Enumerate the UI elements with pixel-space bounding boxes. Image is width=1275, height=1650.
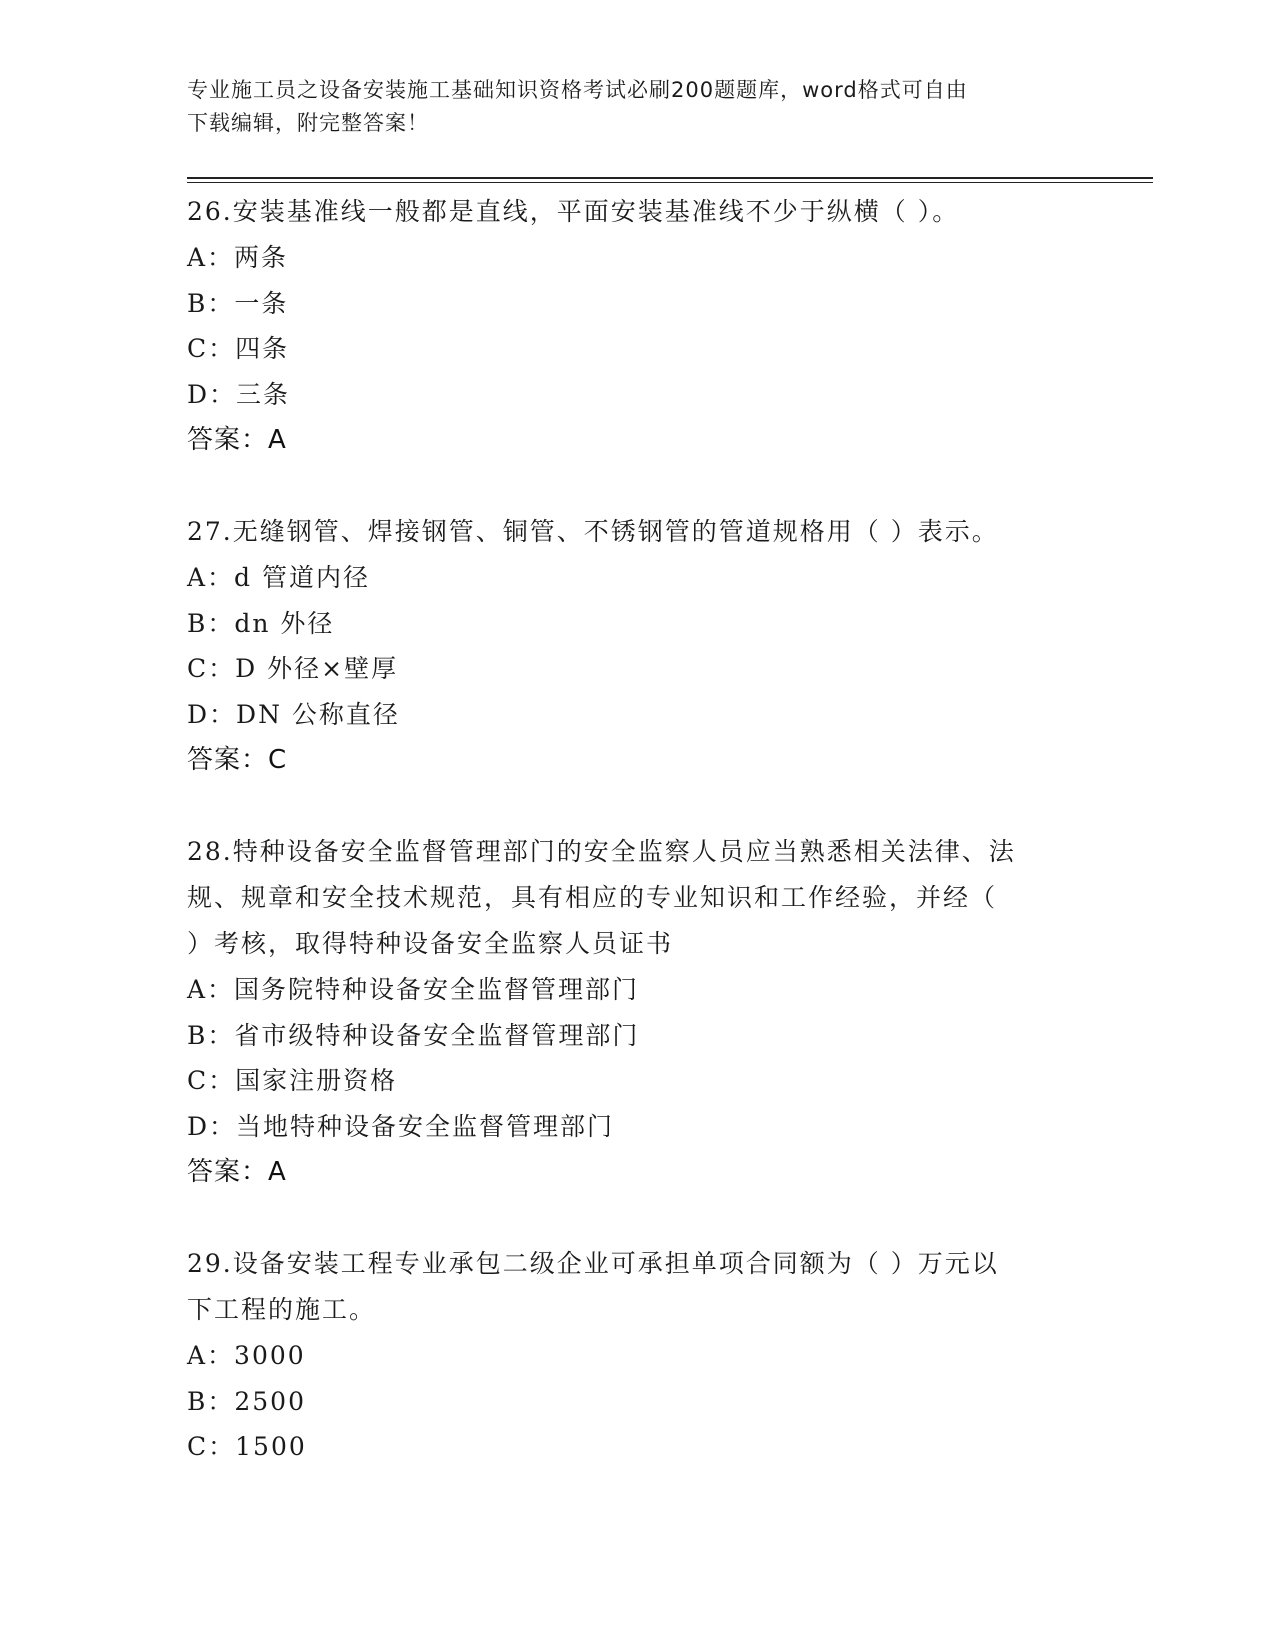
question-stem-line-2: 规、规章和安全技术规范，具有相应的专业知识和工作经验，并经（ bbox=[187, 883, 998, 912]
question-26 bbox=[187, 189, 1087, 463]
option-c: C：1500 bbox=[187, 1432, 307, 1461]
option-c: C：国家注册资格 bbox=[187, 1066, 398, 1095]
option-a: A：国务院特种设备安全监督管理部门 bbox=[187, 975, 640, 1004]
option-a: A：3000 bbox=[187, 1341, 306, 1370]
question-stem-line-1: 29.设备安装工程专业承包二级企业可承担单项合同额为（ ）万元以 bbox=[187, 1249, 999, 1278]
option-d: D：三条 bbox=[187, 379, 291, 409]
option-d: D：DN 公称直径 bbox=[187, 699, 400, 729]
document-header bbox=[187, 74, 1067, 140]
question-27 bbox=[187, 509, 1087, 783]
header-divider-thin bbox=[187, 182, 1153, 183]
option-d: D：当地特种设备安全监督管理部门 bbox=[187, 1111, 615, 1141]
answer-label: 答案：C bbox=[187, 745, 288, 775]
option-a: A：两条 bbox=[187, 243, 289, 272]
option-b: B：dn 外径 bbox=[187, 608, 335, 638]
option-b: B：省市级特种设备安全监督管理部门 bbox=[187, 1020, 640, 1050]
question-28 bbox=[187, 829, 1087, 1195]
question-stem: 27.无缝钢管、焊接钢管、铜管、不锈钢管的管道规格用（ ）表示。 bbox=[187, 517, 999, 546]
option-b: B：2500 bbox=[187, 1386, 306, 1416]
question-list bbox=[187, 189, 1087, 1516]
header-line-2: 下载编辑，附完整答案！ bbox=[187, 111, 429, 135]
question-stem-line-1: 28.特种设备安全监督管理部门的安全监察人员应当熟悉相关法律、法 bbox=[187, 837, 1016, 866]
option-b: B：一条 bbox=[187, 288, 289, 318]
header-divider-thick bbox=[187, 177, 1153, 179]
answer-label: 答案：A bbox=[187, 1157, 287, 1187]
option-c: C：四条 bbox=[187, 334, 290, 363]
header-line-1: 专业施工员之设备安装施工基础知识资格考试必刷200题题库，word格式可自由 bbox=[187, 78, 968, 102]
question-stem: 26.安装基准线一般都是直线，平面安装基准线不少于纵横（ ）。 bbox=[187, 197, 960, 226]
answer-label: 答案：A bbox=[187, 425, 287, 455]
option-c: C：D 外径×壁厚 bbox=[187, 654, 399, 683]
question-29 bbox=[187, 1241, 1087, 1470]
question-stem-line-3: ）考核，取得特种设备安全监察人员证书 bbox=[187, 929, 674, 958]
question-stem-line-2: 下工程的施工。 bbox=[187, 1295, 377, 1324]
option-a: A：d 管道内径 bbox=[187, 563, 371, 592]
